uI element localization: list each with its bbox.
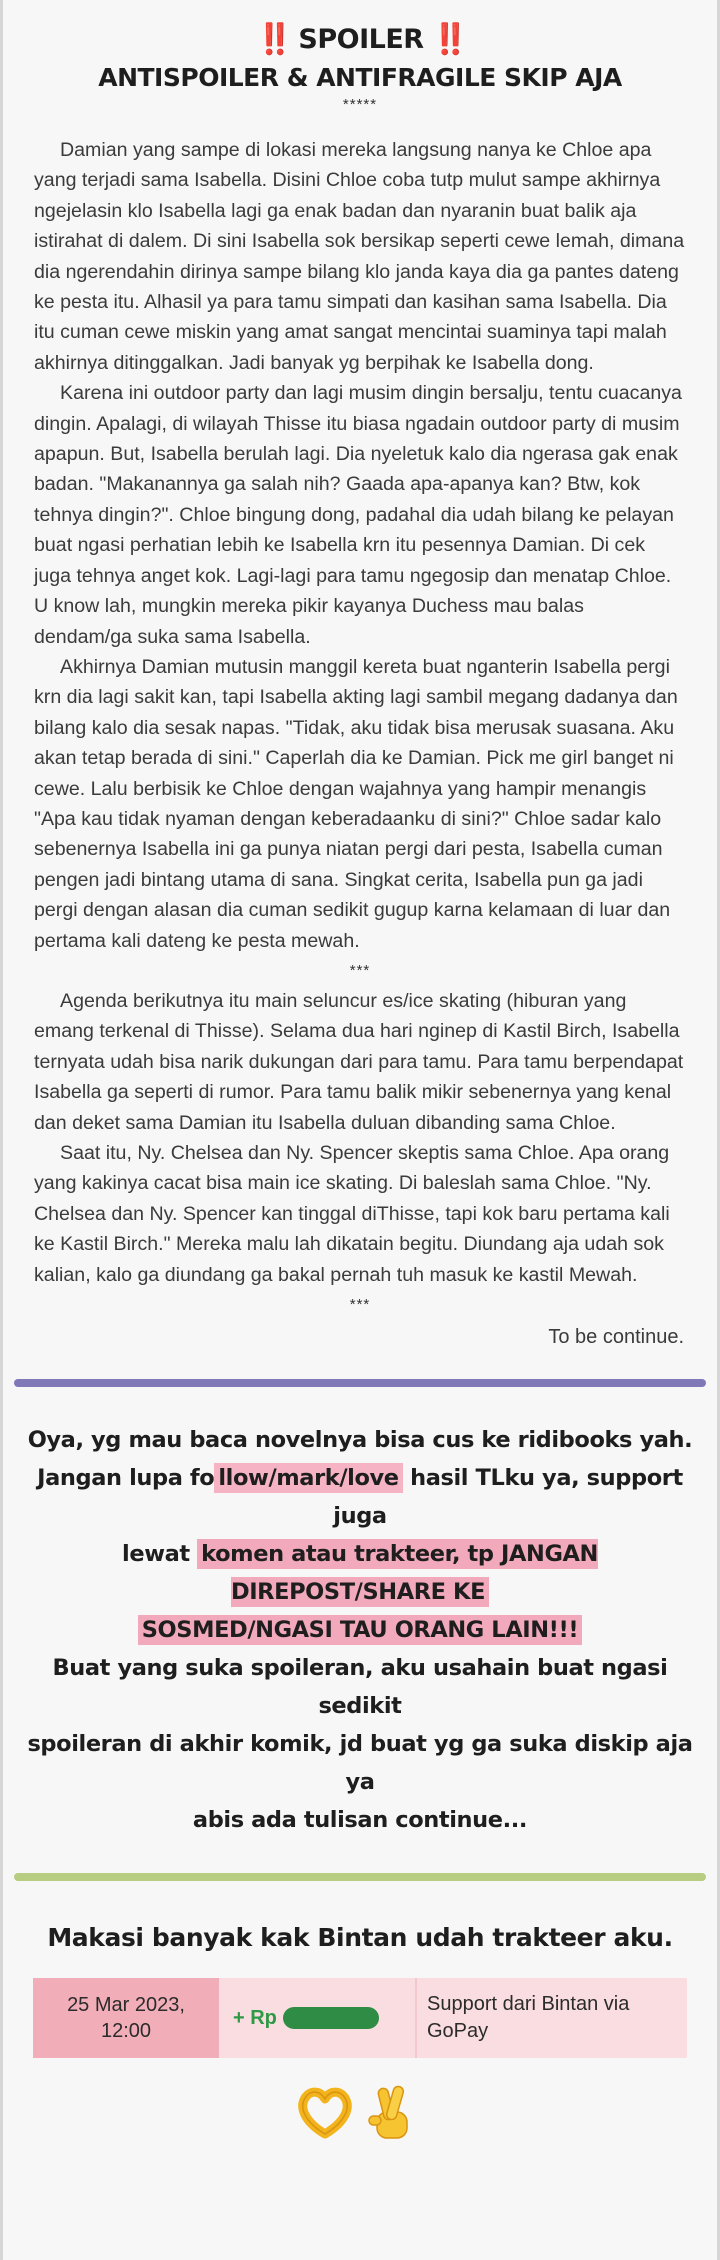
notice-line — [20, 1611, 700, 1649]
story-paragraph: Akhirnya Damian mutusin manggil kereta buat nganterin Isabella pergi krn dia lagi sakit kan, tapi Isabella akting lagi sambil megang dadanya dan bilang kalo dia sesak napas. "Tidak, aku tidak bisa merusak suasana. Aku akan tetap berada di sini." Caperlah dia ke Damian. Pick me girl banget ni cewe. Lalu berbisik ke Chloe dengan wajahnya yang hampir menangis "Apa kau tidak nyaman dengan keberadaanku di sini?" Chloe sadar kalo sebenernya Isabella ini ga punya niatan pergi dari pesta, Isabella cuman pengen jadi bintang utama di sana. Singkat cerita, Isabella pun ga jadi pergi dengan alasan dia cuman sedikit gugup karna kelamaan di luar dan pertama kali dateng ke pesta mewah. — [34, 655, 678, 952]
donation-date: 25 Mar 2023, — [67, 1994, 185, 2017]
double-exclamation-icon: ‼️ — [256, 22, 289, 57]
stars-separator: ***** — [342, 96, 378, 113]
notice-line — [20, 1459, 700, 1535]
story-paragraph: Saat itu, Ny. Chelsea dan Ny. Spencer skeptis sama Chloe. Apa orang yang kakinya cacat bisa main ice skating. Di baleslah sama Chloe. "Ny. Chelsea dan Ny. Spencer kan tinggal diThisse, tapi kok baru pertama kali ke Kastil Birch." Mereka malu lah dikatain begitu. Diundang aja udah sok kalian, kalo ga diundang ga bakal pernah tuh masuk ke kastil Mewah. — [34, 1142, 670, 1286]
spoiler-label: SPOILER — [298, 24, 424, 55]
purple-divider — [14, 1379, 706, 1387]
notice-text: Jangan lupa fo — [37, 1465, 215, 1492]
redacted-amount — [283, 2007, 379, 2029]
notice-line: Buat yang suka spoileran, aku usahain buat ngasi sedikit — [52, 1655, 668, 1720]
notice-line: Oya, yg mau baca novelnya bisa cus ke ridibooks yah. — [27, 1427, 693, 1454]
to-be-continued: To be continue. — [548, 1326, 684, 1349]
crossed-fingers-icon — [369, 2085, 407, 2138]
notice-block — [0, 1387, 720, 1839]
notice-text: lewat — [122, 1541, 198, 1568]
page-subtitle: ANTISPOILER & ANTIFRAGILE SKIP AJA — [98, 63, 622, 92]
heart-hands-icon — [303, 2092, 347, 2134]
thanks-title: Makasi banyak kak Bintan udah trakteer aku. — [47, 1923, 673, 1953]
amount-prefix: + Rp — [233, 2006, 277, 2029]
header — [0, 0, 720, 113]
donation-time: 12:00 — [100, 2020, 152, 2043]
notice-line — [20, 1535, 700, 1611]
spoiler-title — [254, 22, 466, 57]
donation-datetime — [33, 1978, 219, 2058]
story-paragraph: Damian yang sampe di lokasi mereka langsung nanya ke Chloe apa yang terjadi sama Isabella. Disini Chloe coba tutp mulut sampe akhirnya ngejelasin klo Isabella lagi ga enak badan dan nyaranin buat balik aja istirahat di dalem. Di sini Isabella sok bersikap seperti cewe lemah, dimana dia ngerendahin dirinya sampe bilang klo janda kaya dia ga pantes dateng ke pesta itu. Alhasil ya para tamu simpati dan kasihan sama Isabella. Dia itu cuman cewe miskin yang amat sangat mencintai suaminya tapi malah akhirnya ditinggalkan. Jadi banyak yg berpihak ke Isabella dong. — [34, 139, 685, 374]
highlighted-text: komen atau trakteer, tp JANGAN DIREPOST/SHARE KE — [197, 1539, 598, 1607]
notice-line: abis ada tulisan continue... — [192, 1807, 528, 1834]
story-paragraph: Agenda berikutnya itu main seluncur es/ice skating (hiburan yang emang terkenal di Thisse). Selama dua hari nginep di Kastil Birch, Isabella ternyata udah bisa narik dukungan dari para tamu. Para tamu berpendapat Isabella ga seperti di rumor. Para tamu balik mikir sebenernya yang kenal dan deket sama Damian itu Isabella duluan dibanding sama Chloe. — [34, 989, 684, 1134]
double-exclamation-icon: ‼️ — [431, 22, 464, 57]
donation-card — [33, 1978, 687, 2058]
highlighted-text: llow/mark/love — [214, 1463, 402, 1493]
story-body — [0, 113, 720, 1349]
notice-line: spoileran di akhir komik, jd buat yg ga suka diskip aja ya — [27, 1731, 693, 1796]
emoji-icons — [295, 2082, 425, 2144]
story-paragraph: Karena ini outdoor party dan lagi musim dingin bersalju, tentu cuacanya dingin. Apalagi, di wilayah Thisse itu biasa ngadain outdoor party di musim apapun. But, Isabella berulah lagi. Dia nyeletuk kalo dia ngerasa gak enak badan. "Makanannya ga salah nih? Gaada apa-apanya kan? Btw, kok tehnya dingin?". Chloe bingung dong, padahal dia udah bilang ke pelayan buat ngasi perhatian lebih ke Isabella krn itu pesennya Damian. Di cek juga tehnya anget kok. Lagi-lagi para tamu ngegosip dan menatap Chloe. U know lah, mungkin mereka pikir kayanya Duchess mau balas dendam/ga suka sama Isabella. — [34, 382, 682, 648]
emoji-row — [0, 2082, 720, 2149]
notice-text: hasil TLku ya, support juga — [333, 1465, 683, 1530]
donation-amount — [219, 1978, 415, 2058]
section-separator: *** — [349, 1296, 371, 1314]
donation-message: Support dari Bintan via GoPay — [415, 1978, 687, 2058]
green-divider — [14, 1873, 706, 1881]
section-separator: *** — [349, 961, 371, 979]
highlighted-text: SOSMED/NGASI TAU ORANG LAIN!!! — [138, 1615, 582, 1645]
